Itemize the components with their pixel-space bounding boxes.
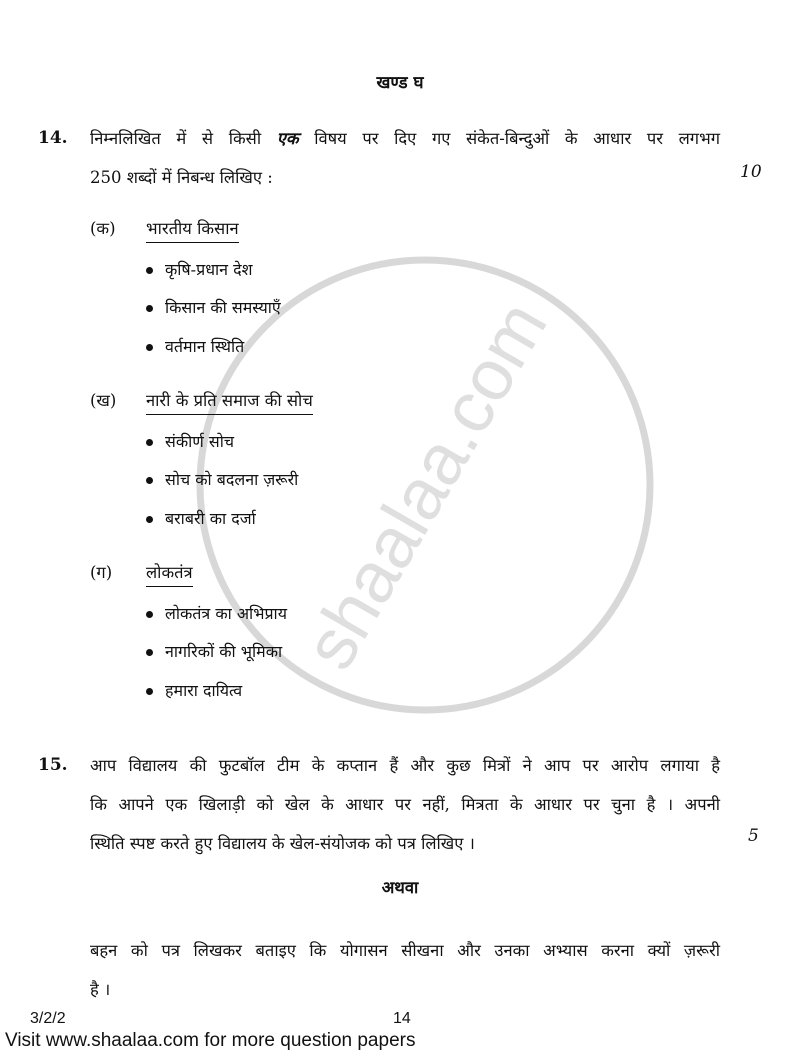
option-ka-title: भारतीय किसान bbox=[146, 216, 239, 243]
alternative-question-text bbox=[90, 931, 720, 1009]
option-ga-bullet: नागरिकों की भूमिका bbox=[146, 640, 282, 662]
option-kha-letter: (ख) bbox=[90, 391, 117, 410]
option-kha-bullet: सोच को बदलना ज़रूरी bbox=[146, 468, 298, 490]
question-14-marks: 10 bbox=[740, 162, 762, 182]
question-14-line2: 250 शब्दों में निबन्ध लिखिए : bbox=[90, 168, 273, 187]
question-14-number: 14. bbox=[38, 128, 68, 148]
alternative-line2: है । bbox=[90, 980, 111, 999]
question-15-number: 15. bbox=[38, 755, 68, 775]
watermark-text: shaalaa.com bbox=[289, 288, 563, 683]
paper-code: 3/2/2 bbox=[30, 1010, 66, 1027]
footer-link[interactable]: Visit www.shaalaa.com for more question papers bbox=[5, 1030, 416, 1051]
option-ga-letter: (ग) bbox=[90, 563, 113, 582]
bullet-icon bbox=[146, 688, 153, 695]
option-kha-title: नारी के प्रति समाज की सोच bbox=[146, 388, 313, 415]
question-15-line3: स्थिति स्पष्ट करते हुए विद्यालय के खेल-संयोजक को पत्र लिखिए । bbox=[90, 834, 475, 853]
option-ka-bullet: वर्तमान स्थिति bbox=[146, 335, 244, 357]
option-ga-bullet: लोकतंत्र का अभिप्राय bbox=[146, 602, 287, 624]
option-ka-bullet: किसान की समस्याएँ bbox=[146, 296, 281, 318]
option-ga-title: लोकतंत्र bbox=[146, 560, 193, 587]
bullet-icon bbox=[146, 439, 153, 446]
question-15-line2: कि आपने एक खिलाड़ी को खेल के आधार पर नहीं, मित्रता के आधार पर चुना है । अपनी bbox=[90, 795, 720, 814]
option-kha-bullet: संकीर्ण सोच bbox=[146, 430, 234, 452]
question-15-text bbox=[90, 746, 720, 863]
emphasis-one: एक bbox=[276, 129, 299, 148]
bullet-icon bbox=[146, 344, 153, 351]
option-kha-bullet: बराबरी का दर्जा bbox=[146, 507, 256, 529]
bullet-icon bbox=[146, 649, 153, 656]
question-15-marks: 5 bbox=[748, 826, 759, 846]
section-title: खण्ड घ bbox=[376, 73, 424, 93]
question-15-line1: आप विद्यालय की फुटबॉल टीम के कप्तान हैं और कुछ मित्रों ने आप पर आरोप लगाया है bbox=[90, 756, 720, 775]
alternative-line1: बहन को पत्र लिखकर बताइए कि योगासन सीखना और उनका अभ्यास करना क्यों ज़रूरी bbox=[90, 941, 720, 960]
option-ka-bullet: कृषि-प्रधान देश bbox=[146, 258, 253, 280]
bullet-icon bbox=[146, 516, 153, 523]
bullet-icon bbox=[146, 477, 153, 484]
option-ka-letter: (क) bbox=[90, 219, 116, 238]
question-14-line1: निम्नलिखित में से किसी एक विषय पर दिए गए संकेत-बिन्दुओं के आधार पर लगभग bbox=[90, 129, 720, 148]
bullet-icon bbox=[146, 305, 153, 312]
or-label: अथवा bbox=[381, 878, 419, 897]
bullet-icon bbox=[146, 267, 153, 274]
bullet-icon bbox=[146, 611, 153, 618]
question-14-text bbox=[90, 119, 720, 197]
page-number: 14 bbox=[393, 1010, 411, 1027]
option-ga-bullet: हमारा दायित्व bbox=[146, 679, 242, 701]
